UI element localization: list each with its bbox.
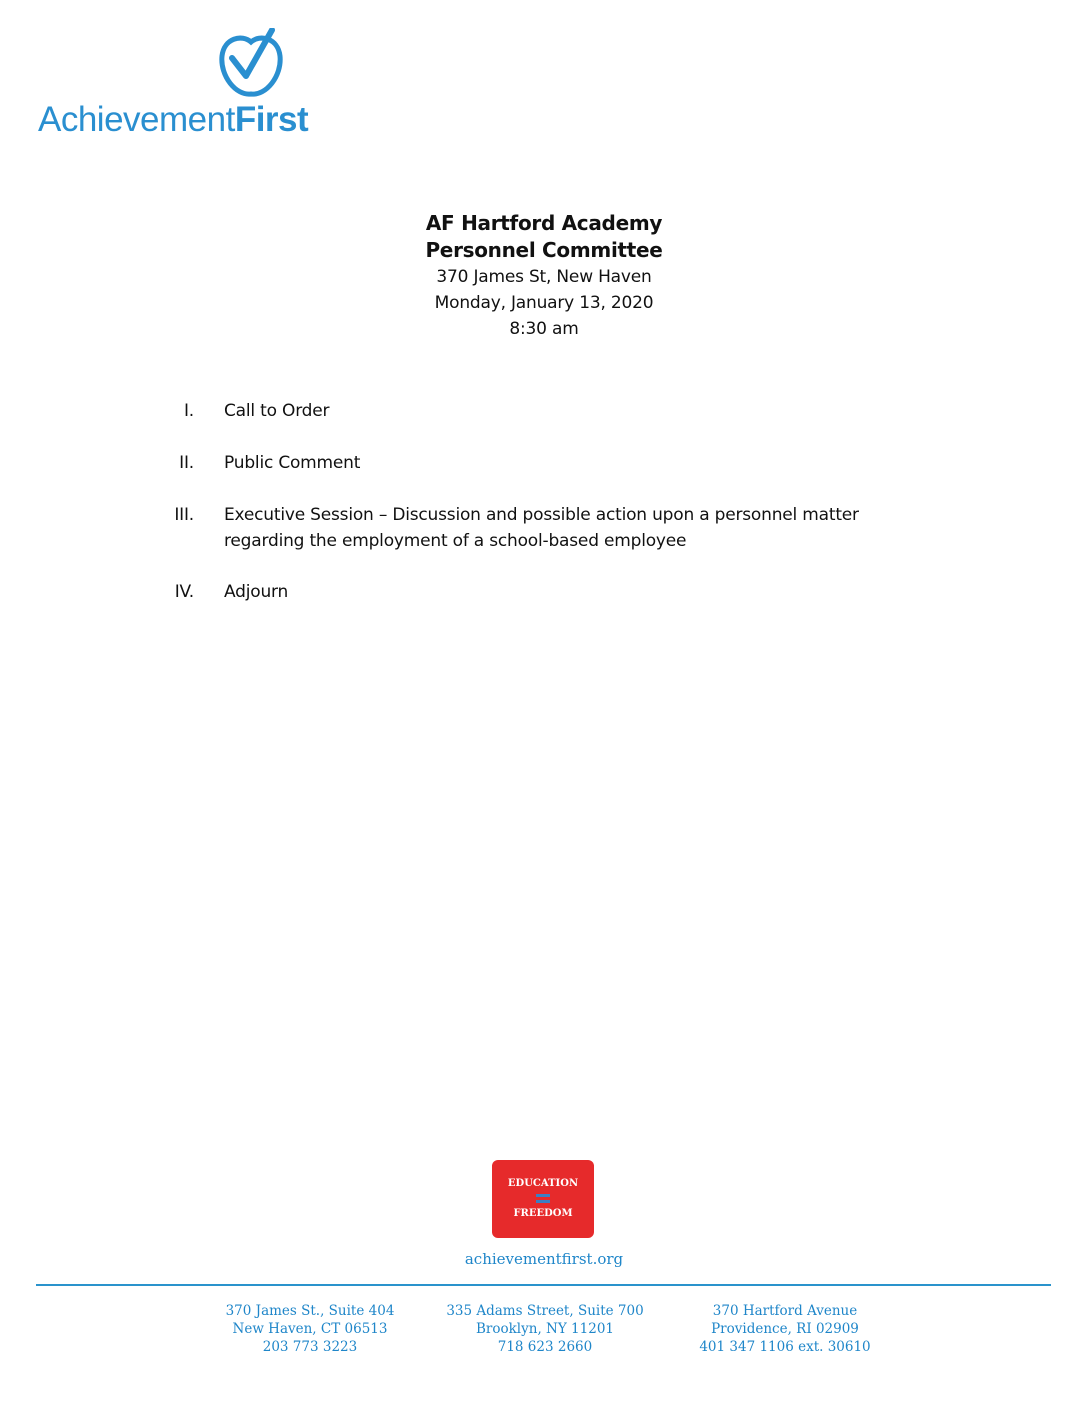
- address-line: New Haven, CT 06513: [232, 1321, 388, 1337]
- agenda-item: [160, 579, 920, 605]
- school-title: AF Hartford Academy: [425, 211, 663, 235]
- agenda-item-number: II.: [179, 453, 194, 473]
- logo-text-regular: Achievement: [38, 100, 235, 139]
- address-line: Providence, RI 02909: [711, 1321, 859, 1337]
- address-line: 370 Hartford Avenue: [712, 1303, 858, 1319]
- meeting-date: Monday, January 13, 2020: [434, 293, 654, 313]
- agenda-item-text: Adjourn: [224, 582, 289, 602]
- footer-address-providence: [665, 1302, 905, 1356]
- meeting-time: 8:30 am: [509, 319, 579, 339]
- address-phone: 401 347 1106 ext. 30610: [699, 1339, 871, 1355]
- address-line: Brooklyn, NY 11201: [476, 1321, 614, 1337]
- address-line: 370 James St., Suite 404: [225, 1303, 395, 1319]
- apple-check-icon: [216, 28, 286, 100]
- address-line: 335 Adams Street, Suite 700: [446, 1303, 644, 1319]
- education-freedom-badge: [492, 1160, 594, 1238]
- meeting-address: 370 James St, New Haven: [436, 267, 652, 287]
- agenda-item-text: Call to Order: [224, 401, 330, 421]
- website-link[interactable]: achievementfirst.org: [464, 1250, 624, 1268]
- badge-line2: FREEDOM: [513, 1208, 573, 1219]
- footer-divider: [36, 1284, 1051, 1286]
- agenda-item-text: Executive Session – Discussion and possible action upon a personnel matter regarding the employment of a school-based employee: [224, 505, 859, 551]
- meeting-header: [0, 210, 1088, 342]
- agenda-item-number: IV.: [174, 582, 194, 602]
- committee-title: Personnel Committee: [425, 238, 663, 262]
- logo-wordmark: [38, 100, 308, 140]
- agenda-item-text: Public Comment: [224, 453, 361, 473]
- agenda-item-number: I.: [183, 401, 194, 421]
- agenda-item: [160, 450, 920, 476]
- agenda-list: [160, 398, 920, 605]
- equals-icon: [536, 1194, 550, 1203]
- address-phone: 718 623 2660: [497, 1339, 593, 1355]
- address-phone: 203 773 3223: [262, 1339, 358, 1355]
- badge-line1: EDUCATION: [507, 1178, 579, 1189]
- footer-address-new-haven: [190, 1302, 430, 1356]
- logo-text-bold: First: [234, 100, 309, 139]
- achievement-first-logo: [36, 28, 346, 140]
- agenda-item-number: III.: [174, 505, 194, 525]
- agenda-item: [160, 502, 920, 554]
- agenda-item: [160, 398, 920, 424]
- footer-address-brooklyn: [425, 1302, 665, 1356]
